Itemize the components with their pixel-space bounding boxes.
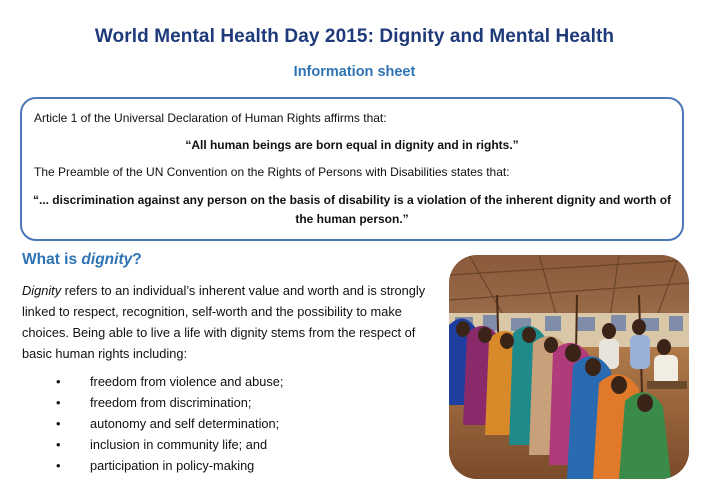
heading-suffix: ? [132, 251, 142, 268]
page-subtitle: Information sheet [293, 64, 416, 80]
bullet-icon: • [56, 374, 61, 389]
list-item [56, 413, 283, 434]
udhr-quote: “All human beings are born equal in dignity and in rights.” [185, 138, 519, 152]
list-item-text: inclusion in community life; and [90, 437, 268, 452]
udhr-intro-text: Article 1 of the Universal Declaration of Human Rights affirms that: [34, 111, 387, 125]
section-heading [22, 251, 142, 269]
list-item [56, 392, 283, 413]
paragraph-text: refers to an individual’s inherent value and worth and is strongly linked to respect, recognition, self-worth and the possibility to make choices. Being able to live a life with dignity stems from the respect of basic human rights including: [22, 283, 426, 361]
list-item-text: freedom from discrimination; [90, 395, 252, 410]
list-item [56, 455, 283, 476]
quote-box [20, 97, 684, 241]
heading-emphasis: dignity [81, 251, 133, 268]
bullet-icon: • [56, 437, 61, 452]
page-title: World Mental Health Day 2015: Dignity and Mental Health [94, 26, 615, 47]
paragraph-emphasis: Dignity [22, 283, 62, 298]
list-item-text: freedom from violence and abuse; [90, 374, 284, 389]
list-item-text: autonomy and self determination; [90, 416, 280, 431]
bullet-icon: • [56, 416, 61, 431]
list-item-text: participation in policy-making [90, 458, 255, 473]
dignity-paragraph [22, 280, 432, 364]
community-meeting-photo [449, 255, 689, 479]
bullet-icon: • [56, 458, 61, 473]
crpd-quote: “... discrimination against any person on the basis of disability is a violation of the inherent dignity and worth of the human person.” [32, 193, 672, 226]
bullet-icon: • [56, 395, 61, 410]
heading-prefix: What is [22, 251, 82, 268]
list-item [56, 371, 283, 392]
crpd-intro-text: The Preamble of the UN Convention on the Rights of Persons with Disabilities states that: [34, 165, 510, 179]
list-item [56, 434, 283, 455]
rights-list [56, 371, 283, 476]
